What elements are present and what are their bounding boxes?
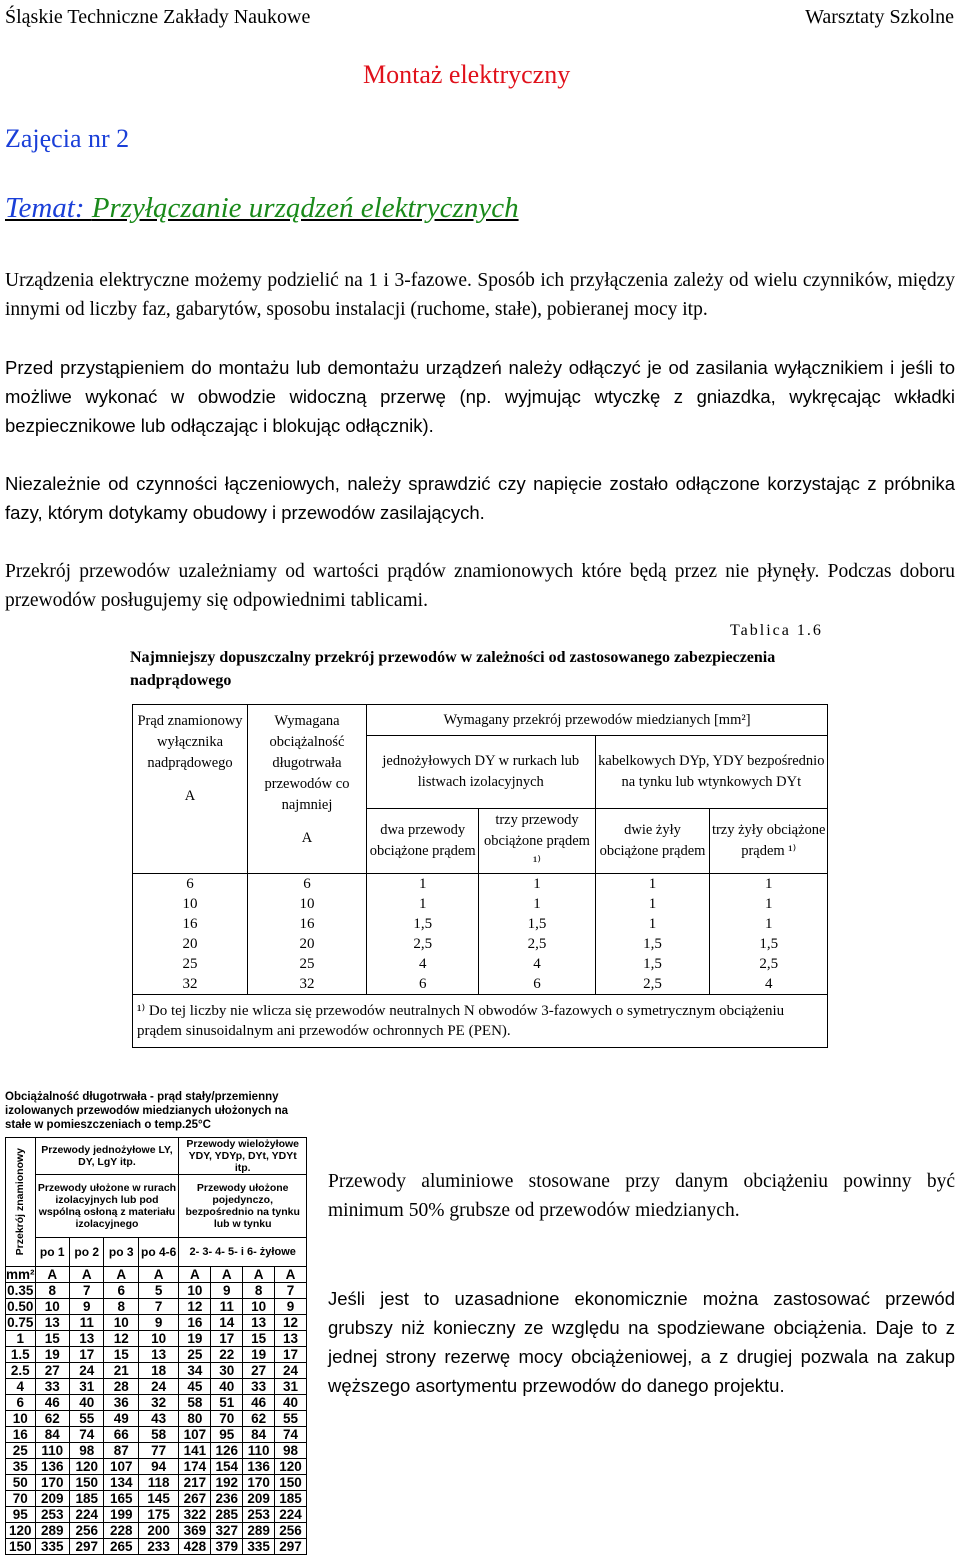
table2-cell: 95	[211, 1427, 243, 1443]
table2-cell: 9	[138, 1315, 178, 1331]
table2-cell: 70	[211, 1411, 243, 1427]
table2-cell: 267	[179, 1491, 211, 1507]
table1-cell: 2,5	[479, 934, 595, 954]
table2-cell: 233	[138, 1539, 178, 1555]
table2-cell: 185	[275, 1491, 307, 1507]
table2-cell: 120	[6, 1523, 36, 1539]
table2-cell: 8	[243, 1283, 275, 1299]
table2-cell: 87	[104, 1443, 138, 1459]
table1-cell: 2,5	[595, 974, 710, 995]
table2	[5, 1137, 307, 1555]
table2-cell: 322	[179, 1507, 211, 1523]
table2-cell: 297	[275, 1539, 307, 1555]
table2-cell: mm²	[6, 1267, 35, 1282]
table2-cell: 224	[275, 1507, 307, 1523]
table2-cell: 228	[104, 1523, 138, 1539]
table1-cell: 4	[479, 954, 595, 974]
table2-cell: 13	[138, 1347, 178, 1363]
table2-cell: 62	[35, 1411, 69, 1427]
table2-cell: 33	[35, 1379, 69, 1395]
table1-row	[133, 894, 828, 914]
table2-cell: 428	[179, 1539, 211, 1555]
table2-row	[6, 1347, 307, 1363]
table2-cell: 289	[35, 1523, 69, 1539]
table2-cell: 24	[70, 1363, 104, 1379]
table1-cell: 1	[595, 914, 710, 934]
table2-cell: 70	[6, 1491, 36, 1507]
table2-header-po: po 2	[70, 1238, 104, 1267]
table2-cell: 185	[70, 1491, 104, 1507]
table2-cell: 94	[138, 1459, 178, 1475]
table2-cell: 16	[179, 1315, 211, 1331]
table2-cell: 77	[138, 1443, 178, 1459]
table2-cell: 10	[179, 1283, 211, 1299]
table2-cell: 32	[138, 1395, 178, 1411]
table2-cell: 18	[138, 1363, 178, 1379]
table1-header-c4: trzy żyły obciążone prądem ¹⁾	[710, 809, 828, 874]
table2-cell: 80	[179, 1411, 211, 1427]
table2-cell: 12	[179, 1299, 211, 1315]
table2-cell: 16	[6, 1427, 36, 1443]
table2-row	[6, 1363, 307, 1379]
table2-cell: 40	[211, 1379, 243, 1395]
table2-cell: 95	[6, 1507, 36, 1523]
table2-cell: 154	[211, 1459, 243, 1475]
table2-cell: 58	[179, 1395, 211, 1411]
table1-cell: 10	[133, 894, 248, 914]
table2-cell: 28	[104, 1379, 138, 1395]
table2-cell: 46	[35, 1395, 69, 1411]
table1-cell: 2,5	[367, 934, 479, 954]
table2-cell: 217	[179, 1475, 211, 1491]
table2-header-multi: Przewody wielożyłowe YDY, YDYp, DYt, YDYt itp.	[179, 1138, 307, 1175]
paragraph-aluminium: Przewody aluminiowe stosowane przy danym obciążeniu powinny być minimum 50% grubsze od przewodów miedzianych.	[328, 1171, 955, 1221]
table2-cell: 134	[104, 1475, 138, 1491]
table2-header-pipe: Przewody ułożone w rurach izolacyjnych lub pod wspólną osłoną z materiału izolacyjnego	[35, 1175, 179, 1238]
table2-cell: 170	[243, 1475, 275, 1491]
table2-cell: 14	[211, 1315, 243, 1331]
table2-cell: 297	[70, 1539, 104, 1555]
table2-cell: 55	[70, 1411, 104, 1427]
table2-cell: 200	[138, 1523, 178, 1539]
table1-cell: 20	[248, 934, 367, 954]
table1-cell: 1	[710, 894, 828, 914]
table2-cell: 74	[70, 1427, 104, 1443]
table2-cell: 84	[243, 1427, 275, 1443]
lesson-title: Zajęcia nr 2	[5, 124, 130, 153]
table2-cell: 13	[275, 1331, 307, 1347]
table2-cell: 9	[70, 1299, 104, 1315]
table1-header-cable: kabelkowych DYp, YDY bezpośrednio na tynku lub wtynkowych DYt	[595, 736, 827, 809]
table2-cell: 49	[104, 1411, 138, 1427]
table2-cell: 165	[104, 1491, 138, 1507]
table1-cell: 4	[710, 974, 828, 995]
table2-cell: 150	[6, 1539, 36, 1555]
table2-cell: A	[138, 1267, 178, 1283]
table2-cell: 12	[275, 1315, 307, 1331]
table2-unit-row	[6, 1267, 307, 1283]
table1-cell: 1,5	[479, 914, 595, 934]
table2-cell: 120	[70, 1459, 104, 1475]
table2-cell: 110	[35, 1443, 69, 1459]
table2-cell: 10	[104, 1315, 138, 1331]
table2-cell: 0.75	[7, 1315, 34, 1330]
table1-row	[133, 934, 828, 954]
table1-cell: 6	[133, 874, 248, 895]
table2-cell: 5	[138, 1283, 178, 1299]
table2-cell: A	[104, 1267, 138, 1283]
table2-row	[6, 1411, 307, 1427]
table2-cell: 15	[104, 1347, 138, 1363]
table2-cell: 174	[179, 1459, 211, 1475]
table2-cell: 369	[179, 1523, 211, 1539]
table1-cell: 32	[133, 974, 248, 995]
table1-cell: 1	[367, 894, 479, 914]
table1-cell: 1	[710, 914, 828, 934]
table2-header-single: Przewody jednożyłowe LY, DY, LgY itp.	[35, 1138, 179, 1175]
table1-cell: 20	[133, 934, 248, 954]
table1-cell: 1	[479, 894, 595, 914]
table2-cell: 327	[211, 1523, 243, 1539]
table1-cell: 6	[479, 974, 595, 995]
table2-cell: 107	[104, 1459, 138, 1475]
table2-cell: 24	[138, 1379, 178, 1395]
table2-cell: 236	[211, 1491, 243, 1507]
table2-title: Obciążalność długotrwała - prąd stały/przemienny izolowanych przewodów miedzianych ułożonych na stałe w pomieszczeniach o temp.25°C	[5, 1091, 289, 1131]
table2-cell: 66	[104, 1427, 138, 1443]
table2-cell: 209	[243, 1491, 275, 1507]
table1-cell: 1	[479, 874, 595, 895]
table2-row	[6, 1459, 307, 1475]
table2-cell: A	[179, 1267, 211, 1283]
table2-cell: 209	[35, 1491, 69, 1507]
topic-text: Przyłączanie urządzeń elektrycznych	[91, 192, 519, 224]
table2-cell: 40	[275, 1395, 307, 1411]
table1-cell: 16	[248, 914, 367, 934]
table1-row	[133, 914, 828, 934]
table2-cell: 289	[243, 1523, 275, 1539]
table2-cell: 19	[35, 1347, 69, 1363]
table2-cell: 224	[70, 1507, 104, 1523]
table1-cell: 25	[133, 954, 248, 974]
table2-cell: 199	[104, 1507, 138, 1523]
paragraph-safety: Przed przystąpieniem do montażu lub demontażu urządzeń należy odłączyć je od zasilania wyłącznikiem i jeśli to możliwe wykonać w obwodzie widoczną przerwę (np. wyjmując wtyczkę z gniazdka, wykręcając wkładki bezpiecznikowe lub odłączając i blokując odłącznik).	[5, 357, 955, 436]
table2-cell: 58	[138, 1427, 178, 1443]
table2-cell: 145	[138, 1491, 178, 1507]
table2-cell: 150	[70, 1475, 104, 1491]
table2-cell: 55	[275, 1411, 307, 1427]
table1-row	[133, 954, 828, 974]
table1-cell: 1	[595, 894, 710, 914]
table2-row	[6, 1427, 307, 1443]
table2-cell: 256	[70, 1523, 104, 1539]
table2-cell: 136	[243, 1459, 275, 1475]
table2-cell: 12	[104, 1331, 138, 1347]
topic-label: Temat:	[5, 192, 85, 224]
table2-cell: 98	[70, 1443, 104, 1459]
table2-cell: 17	[211, 1331, 243, 1347]
table2-cell: 1	[6, 1331, 36, 1347]
table2-cell: 11	[211, 1299, 243, 1315]
table2-cell: 253	[243, 1507, 275, 1523]
table1-header-c2: trzy przewody obciążone prądem ¹⁾	[479, 809, 595, 874]
table2-header-zylowe: 2- 3- 4- 5- i 6- żyłowe	[179, 1238, 307, 1267]
table2-row	[6, 1475, 307, 1491]
table2-row	[6, 1331, 307, 1347]
table1-cell: 1	[710, 874, 828, 895]
table2-cell: 6	[104, 1283, 138, 1299]
table2-row	[6, 1539, 307, 1555]
table1-header-c3: dwie żyły obciążone prądem	[595, 809, 710, 874]
table2-cell: 19	[179, 1331, 211, 1347]
table2-cell: 265	[104, 1539, 138, 1555]
table2-cell: 45	[179, 1379, 211, 1395]
table1-footnote: ¹⁾ Do tej liczby nie wlicza się przewodów neutralnych N obwodów 3-fazowych o symetrycznym obciążeniu prądem sinusoidalnym ani przewodów ochronnych PE (PEN).	[133, 995, 828, 1048]
table2-cell: 379	[211, 1539, 243, 1555]
table2-cell: 335	[35, 1539, 69, 1555]
table1-cell: 16	[133, 914, 248, 934]
table2-cell: 4	[6, 1379, 36, 1395]
table2-cell: 24	[275, 1363, 307, 1379]
table2-row	[6, 1379, 307, 1395]
table2-cell: 285	[211, 1507, 243, 1523]
table2-cell: 62	[243, 1411, 275, 1427]
table2-cell: 27	[35, 1363, 69, 1379]
table1-cell: 1,5	[595, 954, 710, 974]
workshop-name: Warsztaty Szkolne	[805, 6, 954, 28]
table2-header-section: Przekrój znamionowy	[6, 1138, 36, 1267]
table2-header-po: po 1	[35, 1238, 69, 1267]
table1	[132, 704, 828, 1048]
table1-caption: Najmniejszy dopuszczalny przekrój przewodów w zależności od zastosowanego zabezpieczenia nadprądowego	[130, 649, 776, 689]
table1-header-single: jednożyłowych DY w rurkach lub listwach izolacyjnych	[367, 736, 596, 809]
table1-cell: 1,5	[710, 934, 828, 954]
table1-cell: 1	[595, 874, 710, 895]
table2-cell: 7	[138, 1299, 178, 1315]
table2-cell: 9	[275, 1299, 307, 1315]
topic-heading	[5, 192, 519, 225]
paragraph-economy: Jeśli jest to uzasadnione ekonomicznie można zastosować przewód grubszy niż konieczny ze względu na spodziewane obciążenia. Daje to z jednej strony rezerwę mocy obciążeniowej, a z drugiej pozwala na zakup węższego asortymentu przewodów do danego projektu.	[328, 1288, 955, 1396]
table2-cell: A	[35, 1267, 69, 1283]
table2-cell: 126	[211, 1443, 243, 1459]
table2-cell: 31	[70, 1379, 104, 1395]
table2-cell: 13	[35, 1315, 69, 1331]
table1-cell: 6	[248, 874, 367, 895]
table1-cell: 2,5	[710, 954, 828, 974]
table2-row	[6, 1491, 307, 1507]
table2-header-po: po 3	[104, 1238, 138, 1267]
table2-cell: 10	[138, 1331, 178, 1347]
table2-cell: 74	[275, 1427, 307, 1443]
table2-cell: 10	[6, 1411, 36, 1427]
table2-cell: 15	[35, 1331, 69, 1347]
table1-header-section: Wymagany przekrój przewodów miedzianych [mm²]	[367, 705, 828, 736]
table2-row	[6, 1299, 307, 1315]
table2-cell: 9	[211, 1283, 243, 1299]
table2-cell: 21	[104, 1363, 138, 1379]
table2-cell: 98	[275, 1443, 307, 1459]
table2-cell: 11	[70, 1315, 104, 1331]
table2-cell: 192	[211, 1475, 243, 1491]
table2-header-laid: Przewody ułożone pojedynczo, bezpośrednio na tynku lub w tynku	[179, 1175, 307, 1238]
table2-cell: 141	[179, 1443, 211, 1459]
table2-cell: 13	[243, 1315, 275, 1331]
table1-label: Tablica 1.6	[730, 622, 823, 639]
table2-cell: 35	[6, 1459, 36, 1475]
table2-cell: 170	[35, 1475, 69, 1491]
table1-cell: 10	[248, 894, 367, 914]
paragraph-tester: Niezależnie od czynności łączeniowych, należy sprawdzić czy napięcie zostało odłączone korzystając z próbnika fazy, którym dotykamy obudowy i przewodów zasilających.	[5, 473, 955, 523]
table2-cell: 19	[243, 1347, 275, 1363]
table2-cell: 33	[243, 1379, 275, 1395]
table2-cell: 40	[70, 1395, 104, 1411]
table2-cell: 15	[243, 1331, 275, 1347]
table2-cell: 30	[211, 1363, 243, 1379]
table1-cell: 1,5	[367, 914, 479, 934]
paragraph-section: Przekrój przewodów uzależniamy od wartości prądów znamionowych które będą przez nie płynęły. Podczas doboru przewodów posługujemy się odpowiednimi tablicami.	[5, 561, 955, 611]
table2-cell: 335	[243, 1539, 275, 1555]
table2-cell: 10	[243, 1299, 275, 1315]
table2-cell: 0.35	[7, 1283, 34, 1298]
table2-header-po: po 4-6	[138, 1238, 178, 1267]
table2-cell: 25	[179, 1347, 211, 1363]
table2-cell: 8	[104, 1299, 138, 1315]
table1-row	[133, 874, 828, 895]
table2-cell: 25	[6, 1443, 36, 1459]
table1-cell: 6	[367, 974, 479, 995]
table2-cell: 17	[275, 1347, 307, 1363]
table2-cell: 50	[6, 1475, 36, 1491]
table2-cell: 34	[179, 1363, 211, 1379]
table2-cell: 17	[70, 1347, 104, 1363]
table2-cell: 0.50	[7, 1299, 34, 1314]
subject-title: Montaż elektryczny	[363, 60, 571, 89]
table1-cell: 4	[367, 954, 479, 974]
table2-cell: 2.5	[6, 1363, 36, 1379]
table2-cell: 8	[35, 1283, 69, 1299]
table1-cell: 25	[248, 954, 367, 974]
table2-cell: 31	[275, 1379, 307, 1395]
table2-cell: 22	[211, 1347, 243, 1363]
table2-row	[6, 1523, 307, 1539]
table2-cell: 175	[138, 1507, 178, 1523]
table1-header-load: Wymagana obciążalność długotrwała przewodów co najmniej A	[248, 705, 367, 874]
table2-cell: 7	[70, 1283, 104, 1299]
table2-cell: 110	[243, 1443, 275, 1459]
table1-row	[133, 974, 828, 995]
school-name: Śląskie Techniczne Zakłady Naukowe	[5, 6, 311, 28]
table2-cell: 256	[275, 1523, 307, 1539]
table2-cell: A	[275, 1267, 307, 1283]
table2-cell: 10	[35, 1299, 69, 1315]
table2-cell: 1.5	[6, 1347, 36, 1363]
table1-cell: 32	[248, 974, 367, 995]
table1-header-c1: dwa przewody obciążone prądem	[367, 809, 479, 874]
table2-cell: 118	[138, 1475, 178, 1491]
table2-cell: 120	[275, 1459, 307, 1475]
table2-cell: 253	[35, 1507, 69, 1523]
table2-cell: 150	[275, 1475, 307, 1491]
table2-cell: 107	[179, 1427, 211, 1443]
paragraph-intro: Urządzenia elektryczne możemy podzielić na 1 i 3-fazowe. Sposób ich przyłączenia zależy od wielu czynników, między innymi od liczby faz, gabarytów, sposobu instalacji (ruchome, stałe), pobieranej mocy itp.	[5, 270, 955, 320]
table2-cell: 51	[211, 1395, 243, 1411]
table2-row	[6, 1395, 307, 1411]
table2-cell: 46	[243, 1395, 275, 1411]
table1-cell: 1	[367, 874, 479, 895]
table2-cell: 6	[6, 1395, 36, 1411]
table1-cell: 1,5	[595, 934, 710, 954]
table2-row	[6, 1315, 307, 1331]
table2-cell: 13	[70, 1331, 104, 1347]
table2-cell: 136	[35, 1459, 69, 1475]
table2-cell: A	[243, 1267, 275, 1283]
table2-cell: A	[70, 1267, 104, 1283]
table1-header-current: Prąd znamionowy wyłącznika nadprądowego A	[133, 705, 248, 874]
table2-cell: 84	[35, 1427, 69, 1443]
table2-row	[6, 1283, 307, 1299]
table2-cell: 43	[138, 1411, 178, 1427]
table2-cell: 36	[104, 1395, 138, 1411]
table2-cell: 27	[243, 1363, 275, 1379]
table2-cell: A	[211, 1267, 243, 1283]
table2-cell: 7	[275, 1283, 307, 1299]
table2-row	[6, 1443, 307, 1459]
table2-row	[6, 1507, 307, 1523]
